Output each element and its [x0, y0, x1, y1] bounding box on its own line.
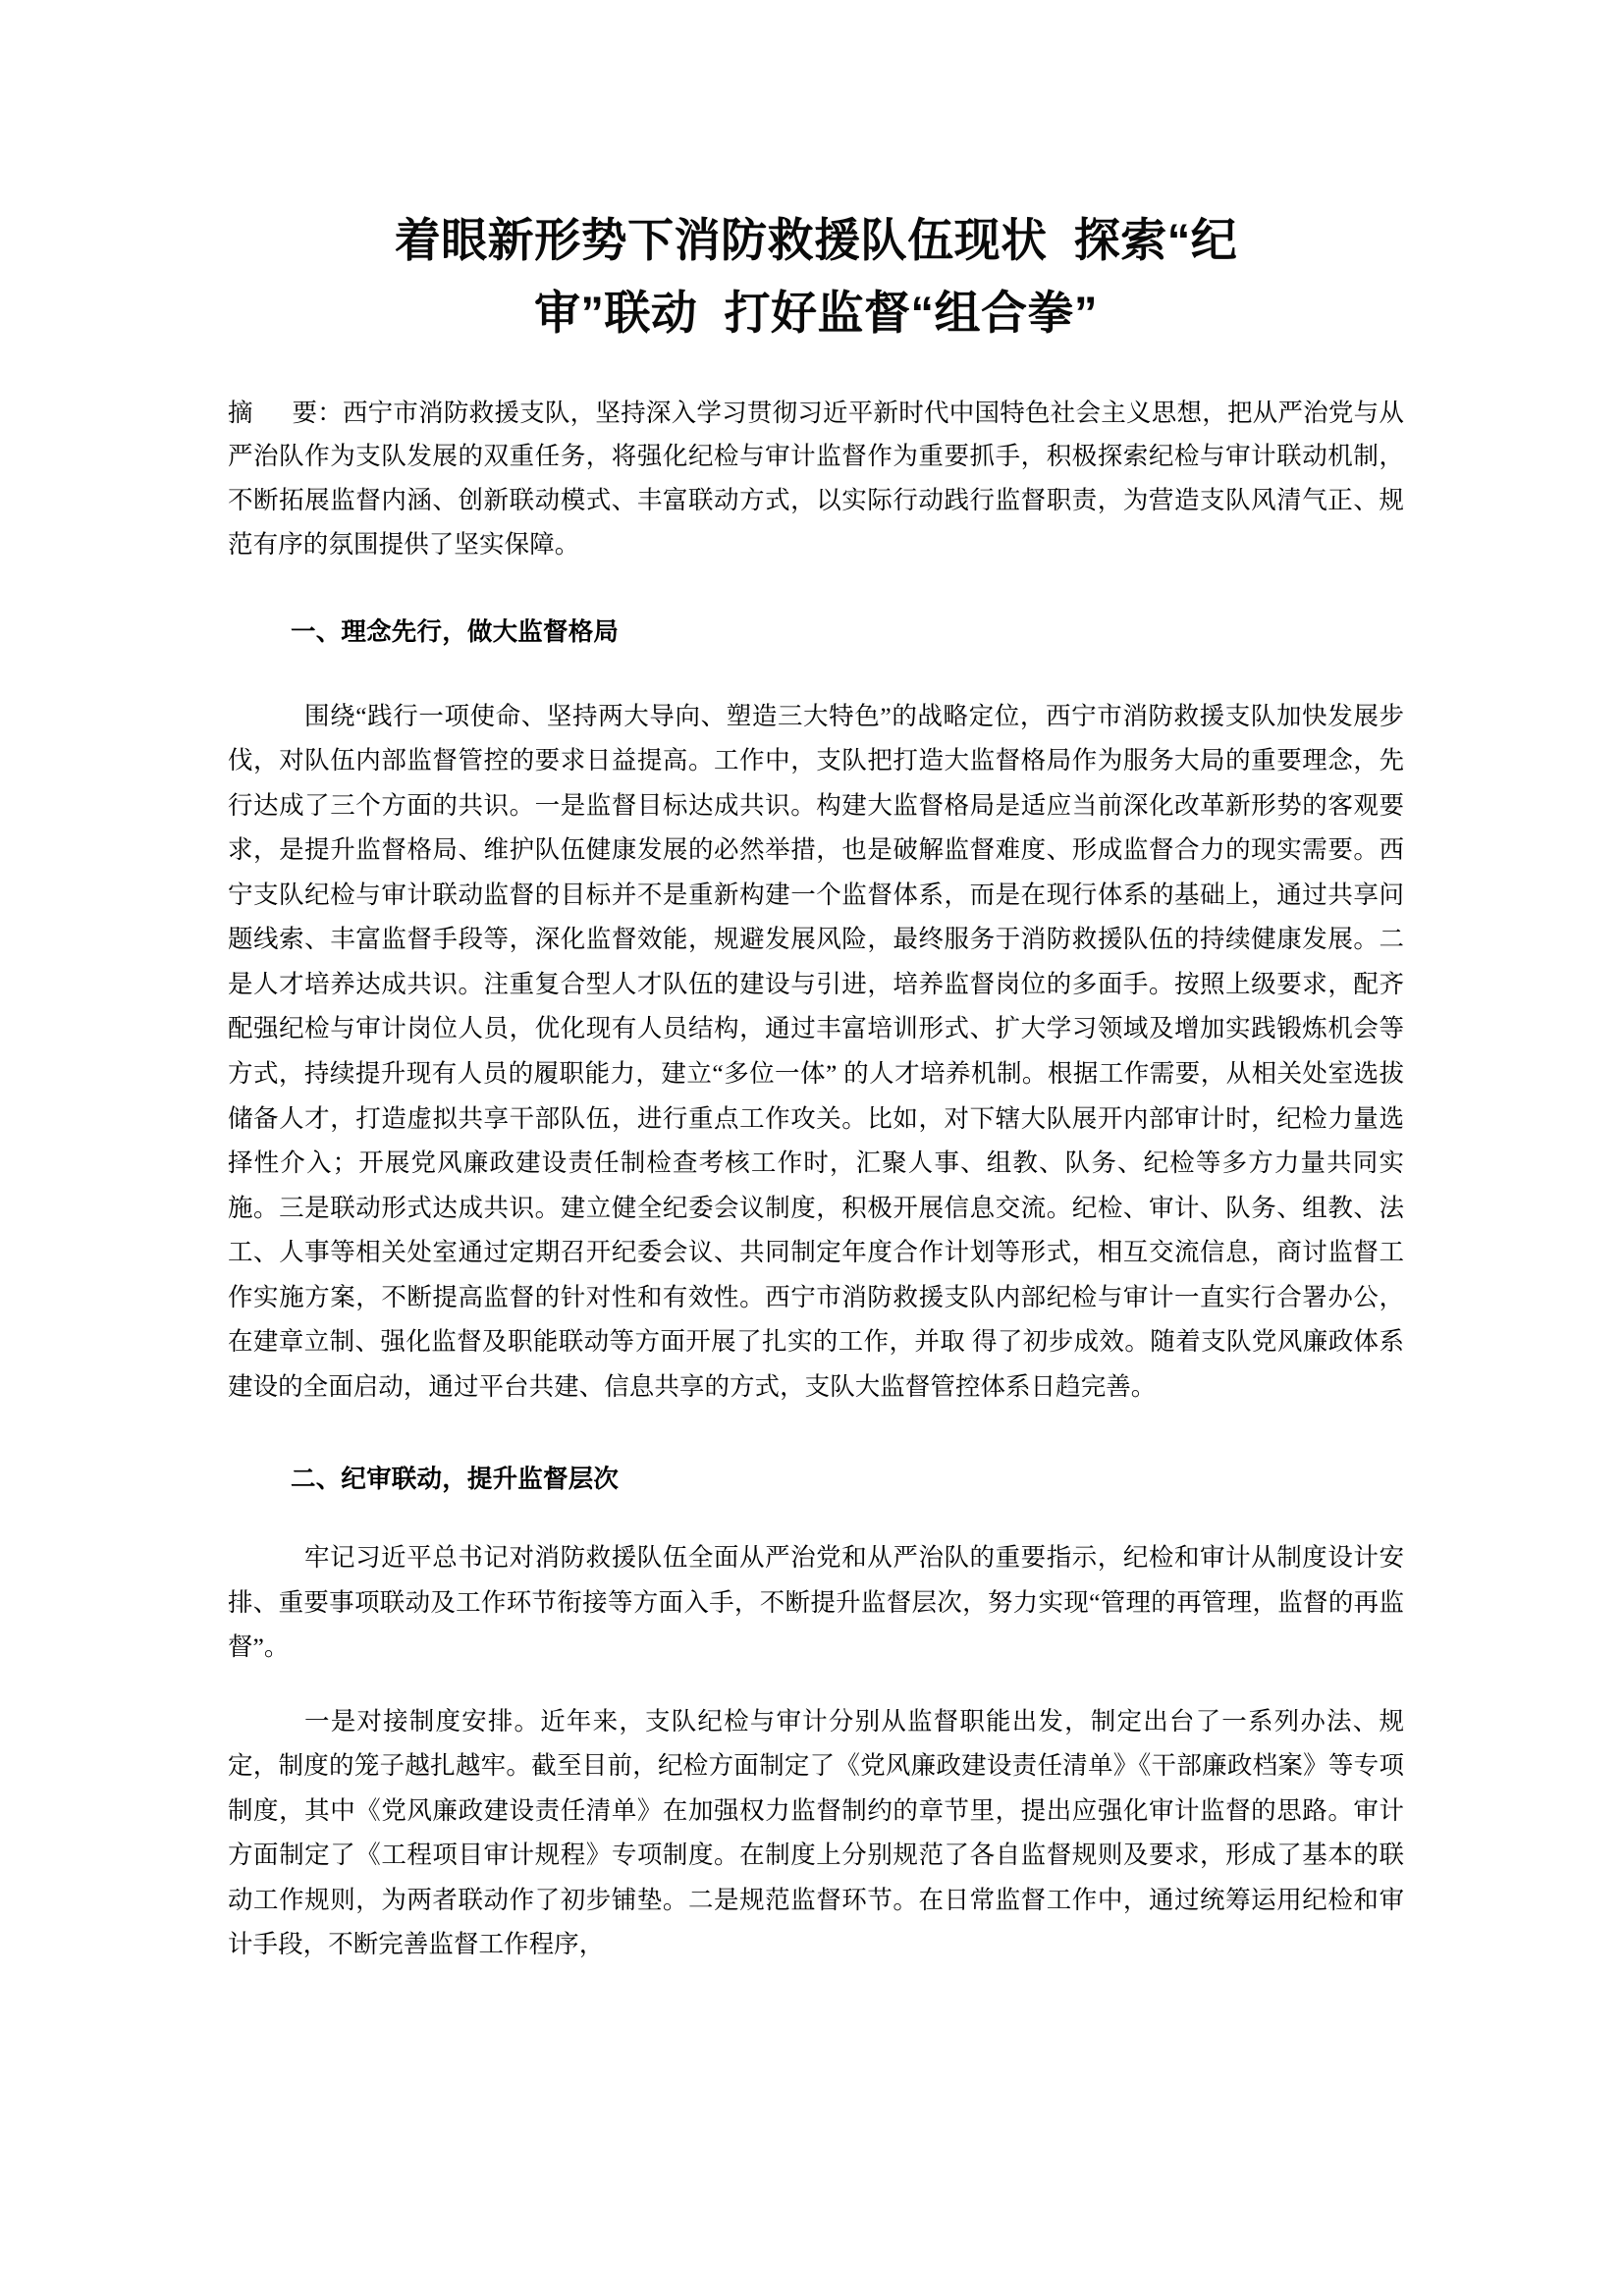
section-1-paragraph-1: 围绕“践行一项使命、坚持两大导向、塑造三大特色”的战略定位，西宁市消防救援支队加快发展步伐，对队伍内部监督管控的要求日益提高。工作中，支队把打造大监督格局作为服务大局的重要理念，先行达成了三个方面的共识。一是监督目标达成共识。构建大监督格局是适应当前深化改革新形势的客观要求，是提升监督格局、维护队伍健康发展的必然举措，也是破解监督难度、形成监督合力的现实需要。西宁支队纪检与审计联动监督的目标并不是重新构建一个监督体系，而是在现行体系的基础上，通过共享问题线索、丰富监督手段等，深化监督效能，规避发展风险，最终服务于消防救援队伍的持续健康发展。二是人才培养达成共识。注重复合型人才队伍的建设与引进，培养监督岗位的多面手。按照上级要求，配齐配强纪检与审计岗位人员，优化现有人员结构，通过丰富培训形式、扩大学习领域及增加实践锻炼机会等方式，持续提升现有人员的履职能力，建立“多位一体” 的人才培养机制。根据工作需要，从相关处室选拔储备人才，打造虚拟共享干部队伍，进行重点工作攻关。比如，对下辖大队展开内部审计时，纪检力量选择性介入；开展党风廉政建设责任制检查考核工作时，汇聚人事、组教、队务、纪检等多方力量共同实施。三是联动形式达成共识。建立健全纪委会议制度，积极开展信息交流。纪检、审计、队务、组教、法工、人事等相关处室通过定期召开纪委会议、共同制定年度合作计划等形式，相互交流信息，商讨监督工作实施方案，不断提高监督的针对性和有效性。西宁市消防救援支队内部纪检与审计一直实行合署办公，在建章立制、强化监督及职能联动等方面开展了扎实的工作，并取 得了初步成效。随着支队党风廉政体系建设的全面启动，通过平台共建、信息共享的方式，支队大监督管控体系日趋完善。	[228, 701, 1404, 1401]
section-2-paragraph-2: 一是对接制度安排。近年来，支队纪检与审计分别从监督职能出发，制定出台了一系列办法、规定，制度的笼子越扎越牢。截至目前，纪检方面制定了《党风廉政建设责任清单》《干部廉政档案》等专项制度，其中《党风廉政建设责任清单》在加强权力监督制约的章节里，提出应强化审计监督的思路。审计方面制定了《工程项目审计规程》专项制度。在制度上分别规范了各自监督规则及要求，形成了基本的联动工作规则，为两者联动作了初步铺垫。二是规范监督环节。在日常监督工作中，通过统筹运用纪检和审计手段，不断完善监督工作程序，	[228, 1706, 1404, 1959]
abstract-paragraph	[228, 350, 1404, 568]
page-title-line-1: 着眼新形势下消防救援队伍现状 探索“纪	[394, 214, 1238, 266]
page-content-column	[228, 0, 1404, 1967]
section-heading-1: 一、理念先行，做大监督格局	[291, 618, 620, 646]
section-2-paragraph-1: 牢记习近平总书记对消防救援队伍全面从严治党和从严治队的重要指示，纪检和审计从制度设计安排、重要事项联动及工作环节衔接等方面入手，不断提升监督层次，努力实现“管理的再管理，监督的再监督”。	[228, 1543, 1404, 1662]
section-heading-2: 二、纪审联动，提升监督层次	[291, 1466, 620, 1494]
page-title-line-2: 审”联动 打好监督“组合拳”	[533, 287, 1099, 340]
page-title	[228, 0, 1404, 350]
abstract-text: 西宁市消防救援支队，坚持深入学习贯彻习近平新时代中国特色社会主义思想，把从严治党与从严治队作为支队发展的双重任务，将强化纪检与审计监督作为重要抓手，积极探索纪检与审计联动机制，不断拓展监督内涵、创新联动模式、丰富联动方式，以实际行动践行监督职责，为营造支队风清气正、规范有序的氛围提供了坚实保障。	[228, 398, 1404, 560]
abstract-label: 摘 要：	[228, 398, 343, 427]
